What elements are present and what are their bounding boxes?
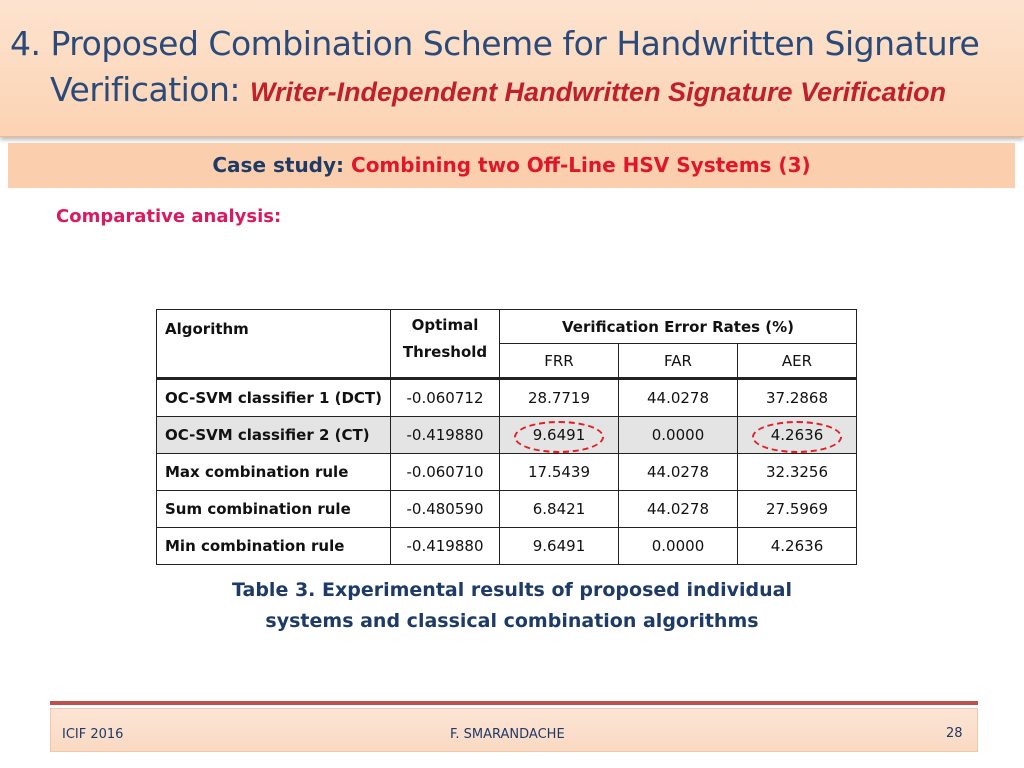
cell-algorithm: OC-SVM classifier 1 (DCT) <box>157 379 391 417</box>
cell-threshold: -0.060712 <box>391 379 500 417</box>
cell-algorithm: Sum combination rule <box>157 491 391 528</box>
cell-aer: 27.5969 <box>738 491 857 528</box>
cell-threshold: -0.419880 <box>391 417 500 454</box>
cell-threshold: -0.419880 <box>391 528 500 565</box>
cell-frr: 9.6491 <box>500 528 619 565</box>
table-row <box>157 491 857 528</box>
footer-author: F. SMARANDACHE <box>450 727 565 742</box>
table-row <box>157 454 857 491</box>
slide-title-line2-text: Verification: <box>50 70 241 109</box>
cell-frr: 17.5439 <box>500 454 619 491</box>
cell-far: 44.0278 <box>619 379 738 417</box>
cell-aer: 32.3256 <box>738 454 857 491</box>
table-caption-line2: systems and classical combination algorithms <box>265 610 759 632</box>
cell-threshold: -0.480590 <box>391 491 500 528</box>
header-frr: FRR <box>500 344 619 379</box>
table-row <box>157 379 857 417</box>
case-study-title: Combining two Off-Line HSV Systems (3) <box>351 153 811 177</box>
slide-title-line2 <box>50 70 946 109</box>
header-aer: AER <box>738 344 857 379</box>
table-row <box>157 528 857 565</box>
cell-threshold: -0.060710 <box>391 454 500 491</box>
cell-frr-value: 9.6491 <box>532 426 586 444</box>
cell-far: 44.0278 <box>619 454 738 491</box>
cell-frr: 6.8421 <box>500 491 619 528</box>
header-algorithm: Algorithm <box>157 310 391 379</box>
cell-far: 44.0278 <box>619 491 738 528</box>
slide-subtitle: Writer-Independent Handwritten Signature Verification <box>250 77 947 107</box>
footer-conference: ICIF 2016 <box>62 727 124 742</box>
cell-frr <box>500 417 619 454</box>
cell-frr: 28.7719 <box>500 379 619 417</box>
header-threshold-line1: Optimal <box>411 316 479 334</box>
title-bar <box>0 0 1024 137</box>
table-header-row <box>157 310 857 344</box>
header-threshold <box>391 310 500 379</box>
cell-far: 0.0000 <box>619 417 738 454</box>
table-row-highlighted <box>157 417 857 454</box>
case-study-bar <box>8 143 1015 188</box>
cell-far: 0.0000 <box>619 528 738 565</box>
header-error-rates: Verification Error Rates (%) <box>500 310 857 344</box>
page-number: 28 <box>946 726 963 741</box>
cell-aer-value: 4.2636 <box>770 426 824 444</box>
footer-divider <box>50 701 978 705</box>
cell-aer <box>738 417 857 454</box>
cell-aer: 4.2636 <box>738 528 857 565</box>
slide-title-line1: 4. Proposed Combination Scheme for Handwritten Signature <box>10 24 980 63</box>
header-far: FAR <box>619 344 738 379</box>
cell-algorithm: Min combination rule <box>157 528 391 565</box>
table-caption <box>0 575 1024 637</box>
section-label: Comparative analysis: <box>56 206 282 227</box>
table-caption-line1: Table 3. Experimental results of proposed individual <box>232 579 792 601</box>
cell-algorithm: OC-SVM classifier 2 (CT) <box>157 417 391 454</box>
case-study-label: Case study: <box>212 153 345 177</box>
cell-aer: 37.2868 <box>738 379 857 417</box>
results-table <box>156 309 857 565</box>
cell-algorithm: Max combination rule <box>157 454 391 491</box>
header-threshold-line2: Threshold <box>402 343 488 361</box>
